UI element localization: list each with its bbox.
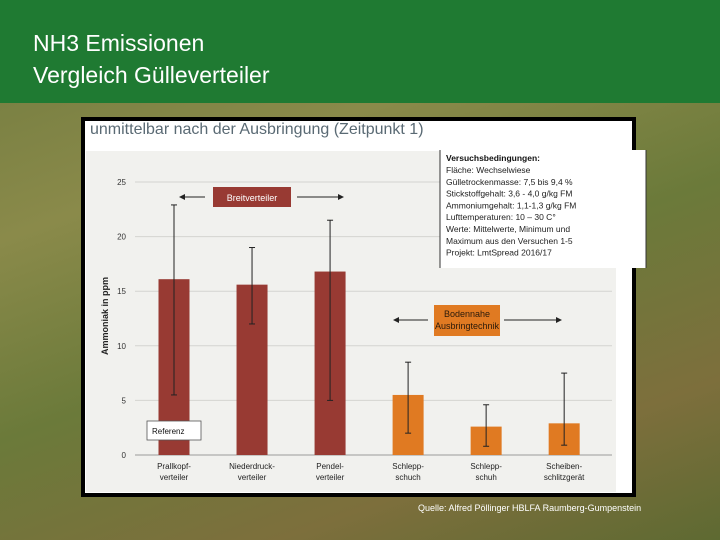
slide-title-line-2: Vergleich Gülleverteiler — [33, 62, 270, 88]
x-tick-label: schuch — [395, 473, 421, 482]
conditions-line: Lufttemperaturen: 10 – 30 C° — [446, 212, 556, 223]
x-tick-label: verteiler — [159, 473, 189, 482]
conditions-line: Gülletrockenmasse: 7,5 bis 9,4 % — [446, 176, 573, 187]
conditions-line: Maximum aus den Versuchen 1-5 — [446, 235, 573, 246]
x-tick-label: Pendel- — [316, 462, 344, 471]
conditions-line: Werte: Mittelwerte, Minimum und — [446, 224, 571, 234]
y-tick-label: 0 — [121, 451, 126, 460]
x-tick-label: Schlepp- — [392, 462, 424, 471]
x-tick-label: Scheiben- — [546, 462, 583, 471]
x-tick-label: Schlepp- — [470, 462, 502, 471]
x-tick-label: verteiler — [315, 473, 345, 482]
y-tick-label: 5 — [121, 396, 126, 406]
bodennahe-label: Ausbringtechnik — [434, 321, 500, 331]
bodennahe-label: Bodennahe — [443, 309, 491, 319]
x-tick-label: schlitzgerät — [543, 473, 585, 482]
conditions-line: Stickstoffgehalt: 3,6 - 4,0 g/kg FM — [446, 188, 573, 199]
slide-title-line-1: NH3 Emissionen — [33, 30, 205, 56]
chart-subtitle: unmittelbar nach der Ausbringung (Zeitpunkt 1) — [90, 121, 424, 138]
conditions-heading: Versuchsbedingungen: — [446, 153, 540, 163]
y-axis-label: Ammoniak in ppm — [100, 276, 110, 356]
arrow-head — [556, 317, 562, 323]
y-tick-label: 10 — [117, 341, 126, 351]
x-tick-label: Prallkopf- — [157, 462, 191, 471]
x-tick-label: schuh — [475, 473, 497, 482]
conditions-line: Ammoniumgehalt: 1,1-1,3 g/kg FM — [446, 200, 577, 211]
breitverteiler-label: Breitverteiler — [226, 193, 278, 203]
x-tick-label: Niederdruck- — [229, 462, 275, 471]
referenz-label: Referenz — [152, 427, 185, 436]
arrow-head — [393, 317, 399, 323]
x-tick-label: verteiler — [237, 473, 267, 482]
y-tick-label: 15 — [117, 287, 126, 297]
conditions-line: Projekt: LmtSpread 2016/17 — [446, 247, 552, 258]
conditions-line: Fläche: Wechselwiese — [446, 165, 531, 175]
arrow-head — [179, 194, 185, 200]
y-tick-label: 25 — [117, 178, 126, 187]
y-tick-label: 20 — [117, 232, 126, 242]
source-credit: Quelle: Alfred Pöllinger HBLFA Raumberg-Gumpenstein — [418, 503, 642, 513]
arrow-head — [338, 194, 344, 200]
